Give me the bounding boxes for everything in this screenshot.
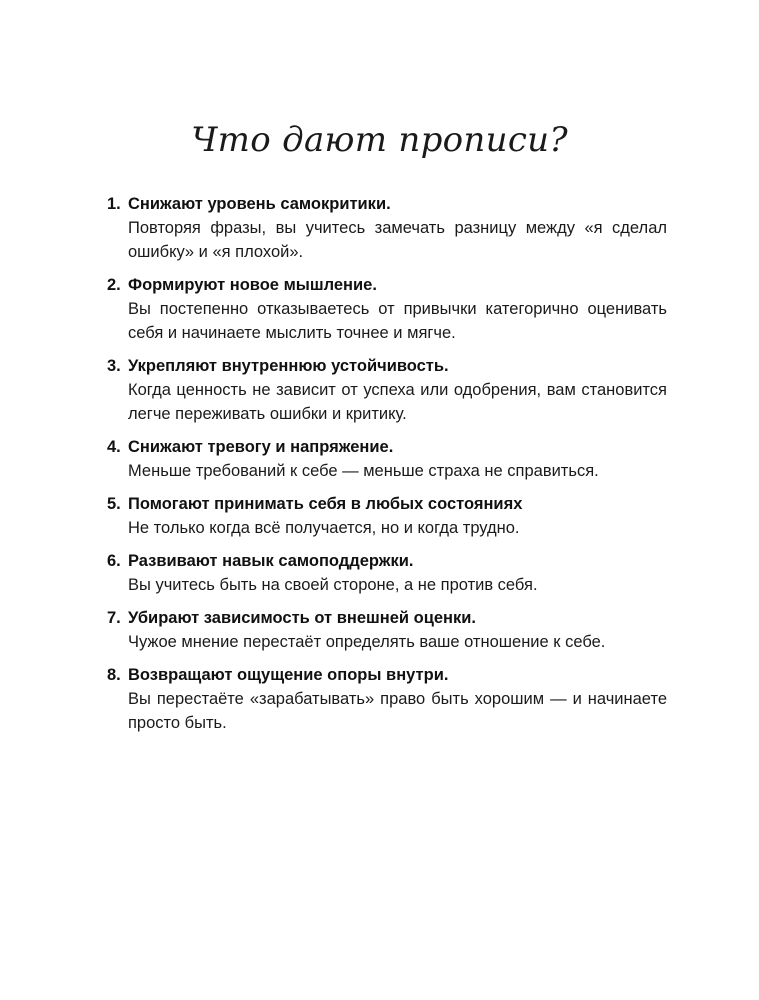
item-heading-text: Убирают зависимость от внешней оценки. [128, 609, 476, 627]
item-number: 3. [107, 357, 121, 375]
item-description: Не только когда всё получается, но и когда трудно. [128, 519, 520, 537]
item-number: 6. [107, 552, 121, 570]
item-heading [107, 550, 667, 572]
list-item [107, 664, 667, 735]
item-heading-text: Укрепляют внутреннюю устойчивость. [128, 357, 449, 375]
item-heading [107, 664, 667, 686]
item-number: 8. [107, 666, 121, 684]
item-description: Меньше требований к себе — меньше страха не справиться. [128, 462, 599, 480]
item-number: 5. [107, 495, 121, 513]
item-heading-text: Снижают уровень самокритики. [128, 195, 391, 213]
item-number: 1. [107, 195, 121, 213]
item-description: Вы постепенно отказываетесь от привычки категорично оценивать себя и начинаете мыслить точнее и мягче. [128, 300, 667, 342]
list-item [107, 550, 667, 597]
item-heading-text: Возвращают ощущение опоры внутри. [128, 666, 449, 684]
item-number: 4. [107, 438, 121, 456]
item-description: Когда ценность не зависит от успеха или одобрения, вам становится легче переживать ошибки и критику. [128, 381, 667, 423]
item-heading-text: Развивают навык самоподдержки. [128, 552, 414, 570]
item-heading [107, 193, 667, 215]
item-heading [107, 493, 667, 515]
item-heading-text: Формируют новое мышление. [128, 276, 377, 294]
list-item [107, 355, 667, 426]
page-title: Что дают прописи? [191, 120, 568, 160]
list-item [107, 493, 667, 540]
item-heading [107, 436, 667, 458]
list-item [107, 274, 667, 345]
item-heading [107, 607, 667, 629]
item-description: Чужое мнение перестаёт определять ваше отношение к себе. [128, 633, 606, 651]
item-number: 2. [107, 276, 121, 294]
item-heading-text: Помогают принимать себя в любых состояниях [128, 495, 523, 513]
item-heading [107, 274, 667, 296]
item-heading-text: Снижают тревогу и напряжение. [128, 438, 394, 456]
item-description: Вы учитесь быть на своей стороне, а не против себя. [128, 576, 538, 594]
item-description: Повторяя фразы, вы учитесь замечать разницу между «я сделал ошибку» и «я плохой». [128, 219, 667, 261]
item-number: 7. [107, 609, 121, 627]
item-description: Вы перестаёте «зарабатывать» право быть хорошим — и начинаете просто быть. [128, 690, 667, 732]
list-item [107, 436, 667, 483]
item-heading [107, 355, 667, 377]
benefits-list [107, 193, 667, 745]
list-item [107, 607, 667, 654]
list-item [107, 193, 667, 264]
